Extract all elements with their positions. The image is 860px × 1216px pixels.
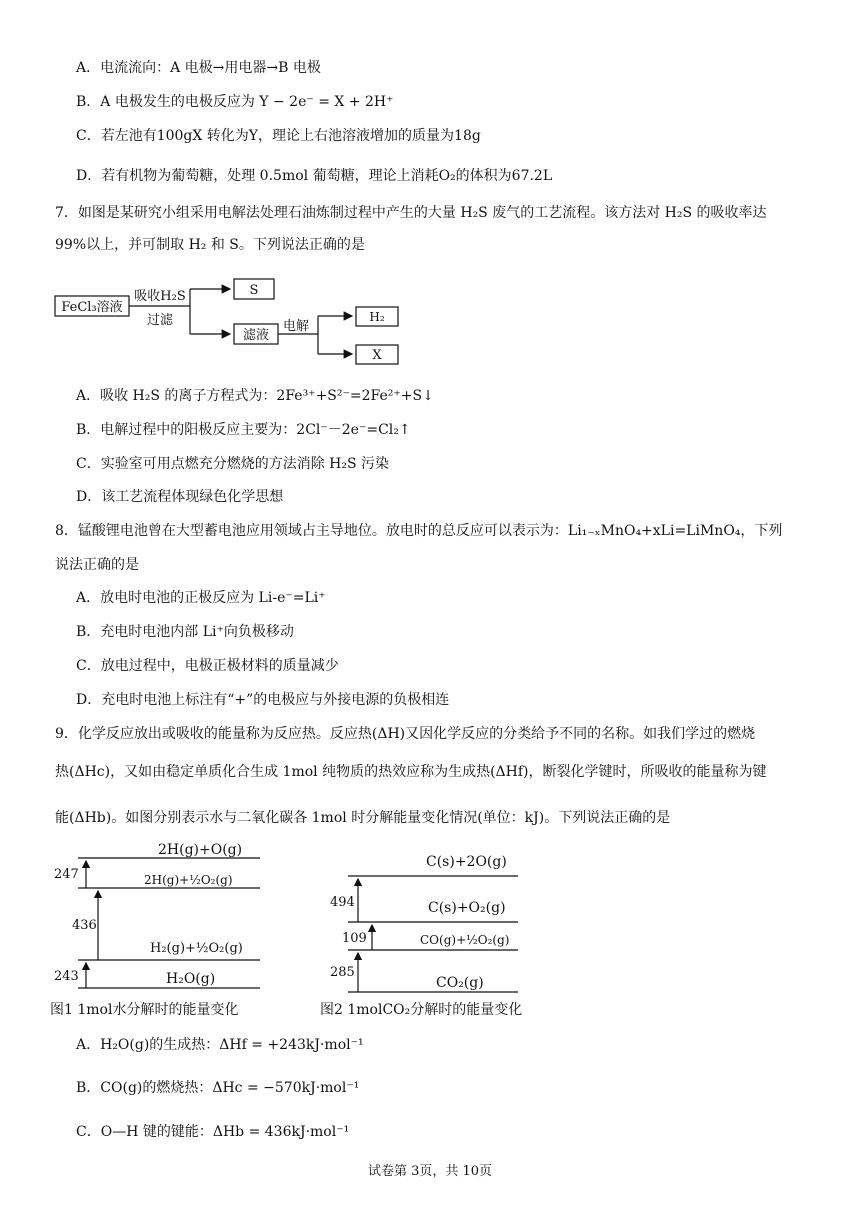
q6-option-b: B．A 电极发生的电极反应为 Y − 2e⁻ = X + 2H⁺ bbox=[76, 94, 394, 110]
q9-option-a: A．H₂O(g)的生成热：ΔHf = +243kJ·mol⁻¹ bbox=[76, 1037, 364, 1053]
flow-step1-bottom-label: 过滤 bbox=[146, 313, 174, 328]
q7-stem-line1: 7．如图是某研究小组采用电解法处理石油炼制过程中产生的大量 H₂S 废气的工艺流程。该方法对 H₂S 的吸收率达 bbox=[55, 205, 767, 221]
fig2-level1-label: C(s)+2O(g) bbox=[426, 854, 507, 870]
flow-start-label: FeCl₃溶液 bbox=[61, 300, 123, 315]
q9-stem-line3: 能(ΔHb)。如图分别表示水与二氧化碳各 1mol 时分解能量变化情况(单位：kJ)。下列说法正确的是 bbox=[55, 810, 671, 826]
q9-stem-line2: 热(ΔHc)，又如由稳定单质化合生成 1mol 纯物质的热效应称为生成热(ΔHf)，断裂化学键时，所吸收的能量称为键 bbox=[55, 764, 767, 780]
fig1-level3-label: H₂(g)+½O₂(g) bbox=[150, 941, 243, 956]
flow-product-h2-label: H₂ bbox=[369, 310, 385, 324]
page-footer: 试卷第 3页，共 10页 bbox=[367, 1164, 493, 1179]
flow-step2-label: 电解 bbox=[282, 319, 310, 334]
flow-product-s-label: S bbox=[249, 283, 259, 298]
q7-option-b: B．电解过程中的阳极反应主要为：2Cl⁻－2e⁻=Cl₂↑ bbox=[76, 422, 411, 438]
flow-filtrate-label: 滤液 bbox=[242, 328, 270, 343]
q7-option-c: C．实验室可用点燃充分燃烧的方法消除 H₂S 污染 bbox=[76, 456, 390, 472]
fig2-value-109: 109 bbox=[342, 931, 367, 946]
q8-stem-line2: 说法正确的是 bbox=[55, 557, 139, 573]
q9-figure2-energy-diagram bbox=[316, 838, 556, 1028]
fig1-level4-label: H₂O(g) bbox=[166, 971, 216, 987]
q8-option-a: A．放电时电池的正极反应为 Li-e⁻=Li⁺ bbox=[76, 590, 326, 606]
q8-option-d: D．充电时电池上标注有“+”的电极应与外接电源的负极相连 bbox=[76, 692, 450, 708]
fig2-caption: 图2 1molCO₂分解时的能量变化 bbox=[320, 1002, 523, 1018]
fig1-caption: 图1 1mol水分解时的能量变化 bbox=[50, 1002, 239, 1018]
fig2-level4-label: CO₂(g) bbox=[436, 975, 484, 991]
q8-stem-line1: 8．锰酸锂电池曾在大型蓄电池应用领域占主导地位。放电时的总反应可以表示为：Li₁₋ₓMnO₄+xLi=LiMnO₄，下列 bbox=[55, 523, 783, 539]
q9-figure1-energy-diagram bbox=[48, 838, 318, 1028]
q6-option-c: C．若左池有100gX 转化为Y，理论上右池溶液增加的质量为18g bbox=[76, 128, 481, 144]
q9-option-b: B．CO(g)的燃烧热：ΔHc = −570kJ·mol⁻¹ bbox=[76, 1080, 360, 1096]
q8-option-b: B．充电时电池内部 Li⁺向负极移动 bbox=[76, 624, 294, 640]
fig1-level2-label: 2H(g)+½O₂(g) bbox=[144, 873, 233, 887]
fig2-level3-label: CO(g)+½O₂(g) bbox=[420, 933, 510, 947]
q8-option-c: C．放电过程中，电极正极材料的质量减少 bbox=[76, 658, 339, 674]
q6-option-a: A．电流流向：A 电极→用电器→B 电极 bbox=[76, 60, 321, 76]
q6-option-d: D．若有机物为葡萄糖，处理 0.5mol 葡萄糖，理论上消耗O₂的体积为67.2L bbox=[76, 168, 553, 184]
fig1-value-436: 436 bbox=[72, 918, 97, 933]
flow-product-x-label: X bbox=[372, 348, 382, 363]
fig1-level1-label: 2H(g)+O(g) bbox=[158, 842, 243, 858]
q7-option-d: D．该工艺流程体现绿色化学思想 bbox=[76, 489, 284, 505]
fig1-value-243: 243 bbox=[54, 969, 79, 984]
q9-stem-line1: 9．化学反应放出或吸收的能量称为反应热。反应热(ΔH)又因化学反应的分类给予不同的名称。如我们学过的燃烧 bbox=[55, 726, 756, 742]
flow-step1-top-label: 吸收H₂S bbox=[134, 289, 186, 304]
q7-flow-diagram bbox=[50, 272, 410, 372]
q7-option-a: A．吸收 H₂S 的离子方程式为：2Fe³⁺+S²⁻=2Fe²⁺+S↓ bbox=[76, 388, 434, 404]
fig2-value-285: 285 bbox=[330, 965, 355, 980]
q9-option-c: C．O—H 键的键能：ΔHb = 436kJ·mol⁻¹ bbox=[76, 1124, 350, 1140]
fig2-level2-label: C(s)+O₂(g) bbox=[428, 900, 506, 916]
q7-stem-line2: 99%以上，并可制取 H₂ 和 S。下列说法正确的是 bbox=[55, 237, 365, 253]
fig2-value-494: 494 bbox=[330, 895, 355, 910]
fig1-value-247: 247 bbox=[54, 867, 79, 882]
